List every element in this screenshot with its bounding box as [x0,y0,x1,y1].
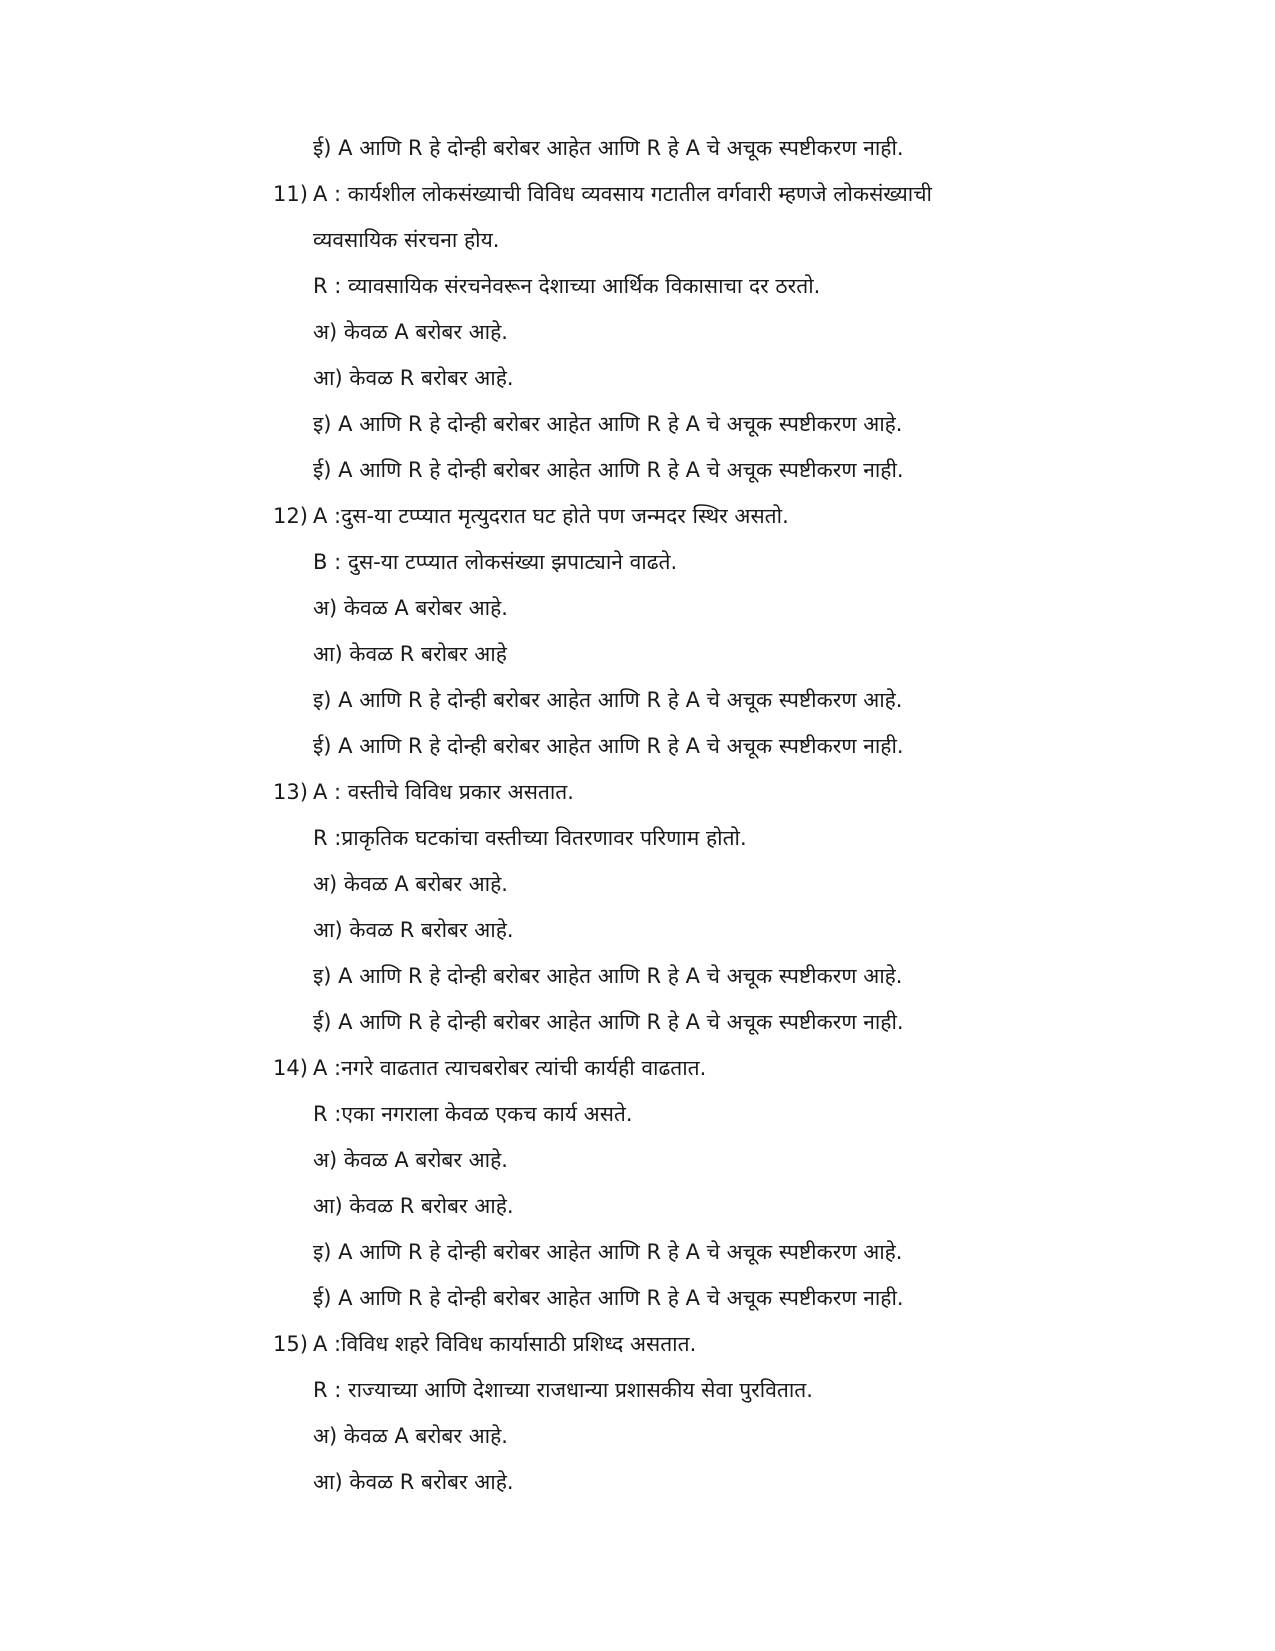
option-line: आ) केवळ R बरोबर आहे. [313,1194,514,1218]
assertion-continuation: व्यवसायिक संरचना होय. [313,228,500,252]
option-line: ई) A आणि R हे दोन्ही बरोबर आहेत आणि R हे A चे अचूक स्पष्टीकरण नाही. [313,1286,904,1310]
question-number: 12) [273,504,308,528]
reason-line: B : दुस-या टप्प्यात लोकसंख्या झपाट्याने वाढते. [313,550,678,574]
option-line: आ) केवळ R बरोबर आहे. [313,918,514,942]
question-number: 15) [273,1332,308,1356]
option-line: अ) केवळ A बरोबर आहे. [313,320,508,344]
option-line: ई) A आणि R हे दोन्ही बरोबर आहेत आणि R हे A चे अचूक स्पष्टीकरण नाही. [313,1010,904,1034]
reason-line: R : राज्याच्या आणि देशाच्या राजधान्या प्रशासकीय सेवा पुरवितात. [313,1378,813,1402]
assertion-line: A :विविध शहरे विविध कार्यासाठी प्रशिध्द असतात. [313,1332,697,1356]
option-line: इ) A आणि R हे दोन्ही बरोबर आहेत आणि R हे A चे अचूक स्पष्टीकरण आहे. [313,964,903,988]
assertion-line: A :नगरे वाढतात त्याचबरोबर त्यांची कार्यही वाढतात. [313,1056,707,1080]
option-line: आ) केवळ R बरोबर आहे. [313,366,514,390]
question-number: 11) [273,182,308,206]
question-number: 13) [273,780,308,804]
question-number: 14) [273,1056,308,1080]
option-line: अ) केवळ A बरोबर आहे. [313,596,508,620]
option-line: इ) A आणि R हे दोन्ही बरोबर आहेत आणि R हे A चे अचूक स्पष्टीकरण आहे. [313,688,903,712]
reason-line: R :एका नगराला केवळ एकच कार्य असते. [313,1102,633,1126]
option-line: आ) केवळ R बरोबर आहे [313,642,507,666]
option-line: अ) केवळ A बरोबर आहे. [313,872,508,896]
option-line: अ) केवळ A बरोबर आहे. [313,1424,508,1448]
option-line: आ) केवळ R बरोबर आहे. [313,1470,514,1494]
option-line: इ) A आणि R हे दोन्ही बरोबर आहेत आणि R हे A चे अचूक स्पष्टीकरण आहे. [313,412,903,436]
option-line: इ) A आणि R हे दोन्ही बरोबर आहेत आणि R हे A चे अचूक स्पष्टीकरण आहे. [313,1240,903,1264]
assertion-line: A :दुस-या टप्प्यात मृत्युदरात घट होते पण जन्मदर स्थिर असतो. [313,504,789,528]
assertion-line: A : वस्तीचे विविध प्रकार असतात. [313,780,574,804]
option-line: ई) A आणि R हे दोन्ही बरोबर आहेत आणि R हे A चे अचूक स्पष्टीकरण नाही. [313,734,904,758]
option-line: ई) A आणि R हे दोन्ही बरोबर आहेत आणि R हे A चे अचूक स्पष्टीकरण नाही. [313,458,904,482]
reason-line: R : व्यावसायिक संरचनेवरून देशाच्या आर्थिक विकासाचा दर ठरतो. [313,274,821,298]
option-line: ई) A आणि R हे दोन्ही बरोबर आहेत आणि R हे A चे अचूक स्पष्टीकरण नाही. [313,136,904,160]
reason-line: R :प्राकृतिक घटकांचा वस्तीच्या वितरणावर परिणाम होतो. [313,826,747,850]
assertion-line: A : कार्यशील लोकसंख्याची विविध व्यवसाय गटातील वर्गवारी म्हणजे लोकसंख्याची [313,182,932,206]
option-line: अ) केवळ A बरोबर आहे. [313,1148,508,1172]
